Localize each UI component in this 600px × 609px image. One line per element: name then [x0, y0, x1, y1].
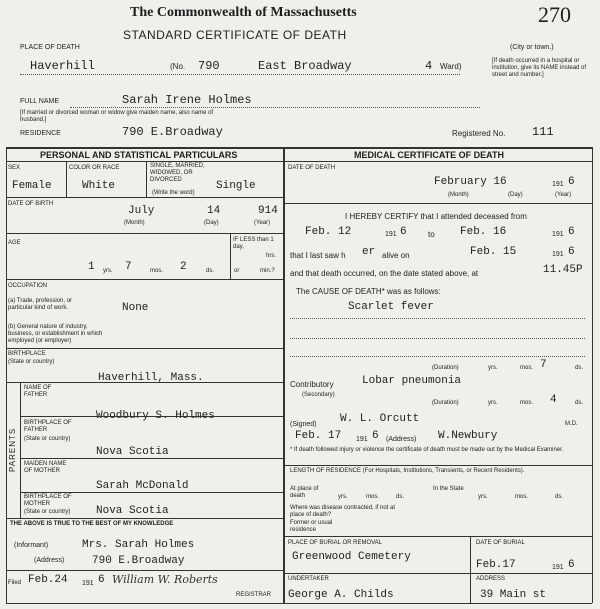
- parents-divider: [20, 382, 21, 518]
- death-date-rule: [283, 203, 592, 204]
- medical-title-rule: [283, 161, 592, 162]
- parents-label: PARENTS: [8, 427, 17, 472]
- filed-year-suffix: 6: [98, 574, 105, 586]
- burial-date-label: DATE OF BURIAL: [476, 540, 525, 546]
- color-divider: [146, 161, 147, 197]
- primary-duration-label: (Duration): [432, 365, 459, 371]
- age-row-rule: [6, 279, 283, 280]
- sex-row-rule: [6, 197, 283, 198]
- contrib-ds-label: ds.: [575, 400, 584, 406]
- age-months: 7: [125, 261, 132, 273]
- signed-year-prefix: 191: [356, 436, 368, 443]
- form-title: STANDARD CERTIFICATE OF DEATH: [123, 28, 347, 42]
- primary-years-label: yrs.: [488, 365, 498, 371]
- in-state-label: In the State: [433, 486, 464, 492]
- death-year-suffix: 6: [568, 176, 575, 188]
- dob-row-rule: [6, 233, 283, 234]
- signed-year: 6: [372, 430, 379, 442]
- personal-title-rule: [6, 161, 283, 162]
- sex-label: SEX: [8, 165, 21, 171]
- signed-label: (Signed): [290, 421, 317, 428]
- informant-address: 790 E.Broadway: [92, 555, 185, 567]
- to-label: to: [428, 230, 435, 239]
- mother-birthplace-sub: (State or country): [24, 509, 71, 515]
- contrib-duration: 4: [550, 394, 557, 406]
- medical-sig-rule: [283, 465, 592, 466]
- attended-to-year-prefix: 191: [552, 231, 564, 238]
- at-place-label: At place of death: [290, 486, 319, 499]
- burial-place: Greenwood Cemetery: [292, 551, 411, 563]
- cause-label: The CAUSE OF DEATH* was as follows:: [296, 287, 441, 296]
- occupation-b-label: (b) General nature of industry, business, or establishment in which employed (or employer): [8, 324, 103, 344]
- cause-line-2: [290, 338, 585, 339]
- years-label: yrs.: [103, 268, 113, 274]
- frame-right: [592, 147, 593, 603]
- full-name: Sarah Irene Holmes: [122, 93, 252, 107]
- undertaker-address-label: ADDRESS: [476, 576, 506, 582]
- city-label: (City or town.): [510, 44, 554, 51]
- place-line: [20, 74, 460, 75]
- color-label: COLOR OR RACE: [69, 165, 120, 171]
- registered-label: Registered No.: [452, 129, 506, 138]
- marital-status: Single: [216, 180, 256, 192]
- dob-day-label: (Day): [204, 220, 219, 226]
- filed-label: Filed: [8, 580, 22, 586]
- maiden-name-note: [If married or divorced woman or widow give maiden name, also name of husband.]: [20, 110, 214, 123]
- signed-date: Feb. 17: [295, 430, 342, 442]
- undertaker: George A. Childs: [288, 589, 394, 601]
- occupation-row-rule: [6, 348, 283, 349]
- attended-from-year-prefix: 191: [385, 231, 397, 238]
- age-years: 1: [88, 261, 95, 273]
- primary-ds-label: ds.: [575, 365, 584, 371]
- frame-bottom: [6, 603, 592, 604]
- birthplace-row-rule: [6, 382, 283, 383]
- undertaker-address: 39 Main st: [480, 589, 547, 601]
- minutes-label: min.?: [260, 268, 275, 274]
- certify-text: I HEREBY CERTIFY that I attended deceased from: [345, 212, 527, 221]
- or-label: or: [234, 268, 240, 274]
- cause-of-death: Scarlet fever: [348, 301, 434, 313]
- occupation-label: OCCUPATION: [8, 283, 48, 289]
- death-month-label: (Month): [448, 192, 469, 198]
- attended-to-date: Feb. 16: [460, 226, 507, 238]
- mother-birthplace-label: BIRTHPLACE OF MOTHER: [24, 494, 72, 507]
- page-number: 270: [538, 2, 571, 27]
- dob-day: 14: [207, 205, 221, 217]
- death-city: Haverhill: [30, 59, 95, 73]
- registrar-label: REGISTRAR: [236, 592, 272, 598]
- state-yrs-label: yrs.: [478, 494, 488, 500]
- burial-year-suffix: 6: [568, 559, 575, 571]
- death-street-number: 790: [198, 59, 220, 73]
- contrib-years-label: yrs.: [488, 400, 498, 406]
- undertaker-label: UNDERTAKER: [288, 576, 329, 582]
- burial-date: Feb.17: [476, 559, 516, 571]
- age-divider: [230, 233, 231, 279]
- place-mos-label: mos.: [366, 494, 380, 500]
- burial-rule: [283, 573, 592, 574]
- hospital-note: [If death occurred in a hospital or institution, give its NAME instead of street and number.]: [492, 58, 587, 78]
- less-than-label: IF LESS than 1 day,: [233, 237, 274, 250]
- number-label: (No.: [170, 62, 186, 71]
- state-mos-label: mos.: [515, 494, 529, 500]
- attended-from-date: Feb. 12: [305, 226, 352, 238]
- burial-year-prefix: 191: [552, 564, 564, 571]
- parents-bottom-rule: [6, 518, 283, 519]
- injury-footnote: * If death followed injury or violence the certificate of death must be made out by the Medical Examiner.: [290, 447, 564, 453]
- last-saw-year: 6: [568, 246, 575, 258]
- residence-length-rule: [283, 536, 592, 537]
- father-name-label: NAME OF FATHER: [24, 385, 52, 398]
- birthplace: Haverhill, Mass.: [98, 372, 204, 384]
- age-days: 2: [180, 261, 187, 273]
- full-name-label: FULL NAME: [20, 98, 60, 105]
- burial-divider: [470, 536, 471, 603]
- dob-label: DATE OF BIRTH: [8, 201, 54, 207]
- secondary-label: (Secondary): [302, 392, 335, 398]
- mother-name-label: MAIDEN NAME OF MOTHER: [24, 461, 67, 474]
- registered-number: 111: [532, 125, 554, 139]
- father-bp-rule: [20, 458, 283, 459]
- color: White: [82, 180, 116, 192]
- occupation: None: [122, 302, 149, 314]
- contrib-duration-label: (Duration): [432, 400, 459, 406]
- contributory-cause: Lobar pneumonia: [362, 375, 462, 387]
- contributory-label: Contributory: [290, 380, 334, 389]
- marital-label: SINGLE, MARRIED, WIDOWED, OR DIVORCED: [150, 163, 205, 183]
- frame-left: [6, 147, 7, 603]
- ward-label: Ward): [440, 62, 462, 71]
- days-label: ds.: [206, 268, 215, 274]
- father-name: Woodbury S. Holmes: [96, 410, 215, 422]
- cause-line-3: [290, 356, 585, 357]
- last-saw-year-prefix: 191: [552, 251, 564, 258]
- dob-month-label: (Month): [124, 220, 145, 226]
- last-saw-text: that I last saw h: [290, 251, 346, 260]
- commonwealth-heading: The Commonwealth of Massachusetts: [130, 5, 357, 20]
- death-time: 11.45P: [543, 264, 583, 276]
- death-ward-number: 4: [425, 59, 433, 73]
- father-name-rule: [20, 416, 283, 417]
- date-of-death-label: DATE OF DEATH: [288, 165, 336, 171]
- physician-name: W. L. Orcutt: [340, 413, 420, 425]
- alive-on-label: alive on: [382, 251, 410, 260]
- father-birthplace: Nova Scotia: [96, 446, 169, 458]
- physician-address: W.Newbury: [438, 430, 498, 442]
- father-birthplace-label: BIRTHPLACE OF FATHER: [24, 420, 72, 433]
- sex: Female: [12, 180, 52, 192]
- filed-year-prefix: 191: [82, 580, 94, 587]
- last-saw-date: Feb. 15: [470, 246, 517, 258]
- burial-place-label: PLACE OF BURIAL OR REMOVAL: [288, 540, 383, 546]
- personal-section-title: PERSONAL AND STATISTICAL PARTICULARS: [40, 150, 238, 160]
- dob-month: July: [128, 205, 155, 217]
- place-ds-label: ds.: [396, 494, 405, 500]
- death-street: East Broadway: [258, 59, 352, 73]
- informant-label: (Informant): [14, 542, 49, 549]
- death-year-label: (Year): [555, 192, 572, 198]
- occupation-a-label: (a) Trade, profession, or particular kind of work.: [8, 298, 73, 311]
- mother-name: Sarah McDonald: [96, 480, 189, 492]
- sex-divider: [66, 161, 67, 197]
- filed-date: Feb.24: [28, 574, 68, 586]
- months-label: mos.: [150, 268, 164, 274]
- state-ds-label: ds.: [555, 494, 564, 500]
- former-residence-label: Former or usual residence: [290, 520, 333, 533]
- residence: 790 E.Broadway: [122, 125, 223, 139]
- true-statement-label: THE ABOVE IS TRUE TO THE BEST OF MY KNOWLEDGE: [10, 521, 174, 527]
- death-year-prefix: 191: [552, 181, 564, 188]
- last-saw-pronoun: er: [362, 246, 376, 258]
- death-day-label: (Day): [508, 192, 523, 198]
- attended-from-year: 6: [400, 226, 407, 238]
- length-of-residence-label: LENGTH OF RESIDENCE (For Hospitals, Institutions, Transients, or Recent Residents).: [290, 468, 525, 474]
- mother-name-rule: [20, 492, 283, 493]
- cause-line-1: [290, 318, 585, 319]
- primary-mos-label: mos.: [520, 365, 534, 371]
- marital-hint: (Write the word): [152, 190, 195, 196]
- dob-year: 914: [258, 205, 278, 217]
- father-birthplace-sub: (State or country): [24, 436, 71, 442]
- dob-year-label: (Year): [254, 220, 271, 226]
- birthplace-sub-label: (State or country): [8, 359, 55, 365]
- mother-birthplace: Nova Scotia: [96, 505, 169, 517]
- md-label: M.D.: [565, 421, 578, 427]
- place-yrs-label: yrs.: [338, 494, 348, 500]
- place-of-death-label: PLACE OF DEATH: [20, 44, 80, 51]
- name-line: [70, 107, 480, 108]
- hours-label: hrs.: [266, 253, 277, 259]
- age-label: AGE: [8, 240, 21, 246]
- birthplace-label: BIRTHPLACE: [8, 351, 46, 357]
- occurred-text: and that death occurred, on the date stated above, at: [290, 269, 479, 278]
- medical-section-title: MEDICAL CERTIFICATE OF DEATH: [354, 150, 504, 160]
- death-date: February 16: [434, 176, 507, 188]
- informant-address-label: (Address): [34, 557, 65, 564]
- physician-address-label: (Address): [386, 436, 417, 443]
- registrar-signature: William W. Roberts: [112, 573, 218, 586]
- where-contracted-label: Where was disease contracted, if not at place of death?: [290, 505, 396, 518]
- attended-to-year: 6: [568, 226, 575, 238]
- contrib-mos-label: mos.: [520, 400, 534, 406]
- informant-rule: [6, 570, 283, 571]
- frame-top: [6, 147, 592, 149]
- residence-label: RESIDENCE: [20, 130, 61, 137]
- center-divider: [283, 147, 285, 603]
- informant-name: Mrs. Sarah Holmes: [82, 539, 195, 551]
- primary-duration: 7: [540, 359, 547, 371]
